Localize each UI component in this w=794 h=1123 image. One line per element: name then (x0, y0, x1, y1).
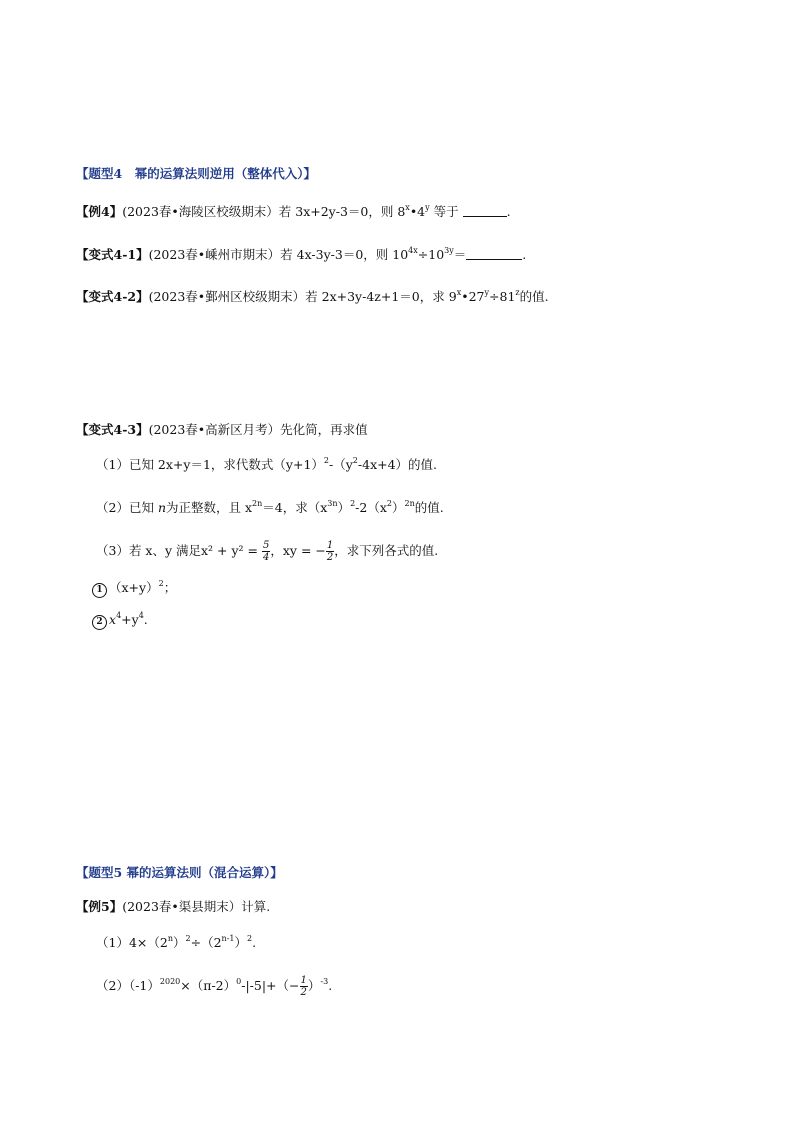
example-4: 【例4】(2023春•海陵区校级期末）若 3x+2y-3＝0，则 8$^x$•4$^y$ 等于 . (76, 203, 511, 219)
variant-4-1: 【变式4-1】(2023春•嵊州市期末）若 4x-3y-3＝0，则 $10^{4x}\div 10^{3y}=$ . (76, 246, 527, 262)
answer-blank (463, 204, 507, 217)
circled-number: 1 (92, 583, 107, 598)
variant-4-3-tag: 【变式4-3】 (76, 422, 149, 437)
example-5-question-2: $(2)(-1)^{2020}\times(\pi-2)^0-|-5|+(-$ $\frac{1}{2}$ ）$^{-3}$. (96, 975, 333, 998)
example-4-tag: 【例4】 (76, 204, 123, 219)
variant-4-3-question-1: （1）已知 2x+y＝1，求代数式$(y+1)^2-(y^2-4x+4)$的值. (96, 456, 438, 472)
variant-4-2: 【变式4-2】(2023春•鄞州区校级期末）若 2x+3y-4z+1＝0，求 $9^x•27^y\div 81^z$的值. (76, 288, 549, 304)
section-heading-5: 【题型5 幂的运算法则（混合运算）】 (76, 865, 283, 880)
variant-4-3-item-1: 1 $(x+y)^2$； (92, 578, 754, 598)
variant-4-3-question-3: （3）若 x、y 满足x² + y² = $\frac{5}{4}$ ，xy = − $\frac{1}{2}$ ，求下列各式的值. (96, 540, 439, 563)
example-5: 【例5】(2023春•渠县期末）计算. (76, 899, 271, 914)
variant-4-3-question-2: （2）已知 n为正整数，且 $x^{2n}=4$，求$(x^{3n})^2-2(x^2)^{2n}$的值. (96, 499, 444, 515)
variant-4-1-tag: 【变式4-1】 (76, 247, 149, 262)
variant-4-3-item-2: 2 $x^4+y^4$. (92, 610, 754, 630)
fraction-one-half: $\frac{1}{2}$ (326, 540, 334, 563)
fraction-one-half: $\frac{1}{2}$ (300, 975, 307, 998)
variant-4-3: 【变式4-3】(2023春•高新区月考）先化简，再求值 (76, 422, 368, 437)
example-5-tag: 【例5】 (76, 899, 123, 914)
variant-4-2-tag: 【变式4-2】 (76, 289, 149, 304)
example-5-question-1: $(1)4\times(2^n)^2\div(2^{n-1})^2$. (96, 934, 257, 950)
answer-blank (466, 247, 522, 260)
section-heading-4: 【题型4 幂的运算法则逆用（整体代入）】 (76, 166, 316, 181)
circled-number: 2 (92, 615, 107, 630)
fraction-five-fourths: $\frac{5}{4}$ (263, 540, 270, 563)
